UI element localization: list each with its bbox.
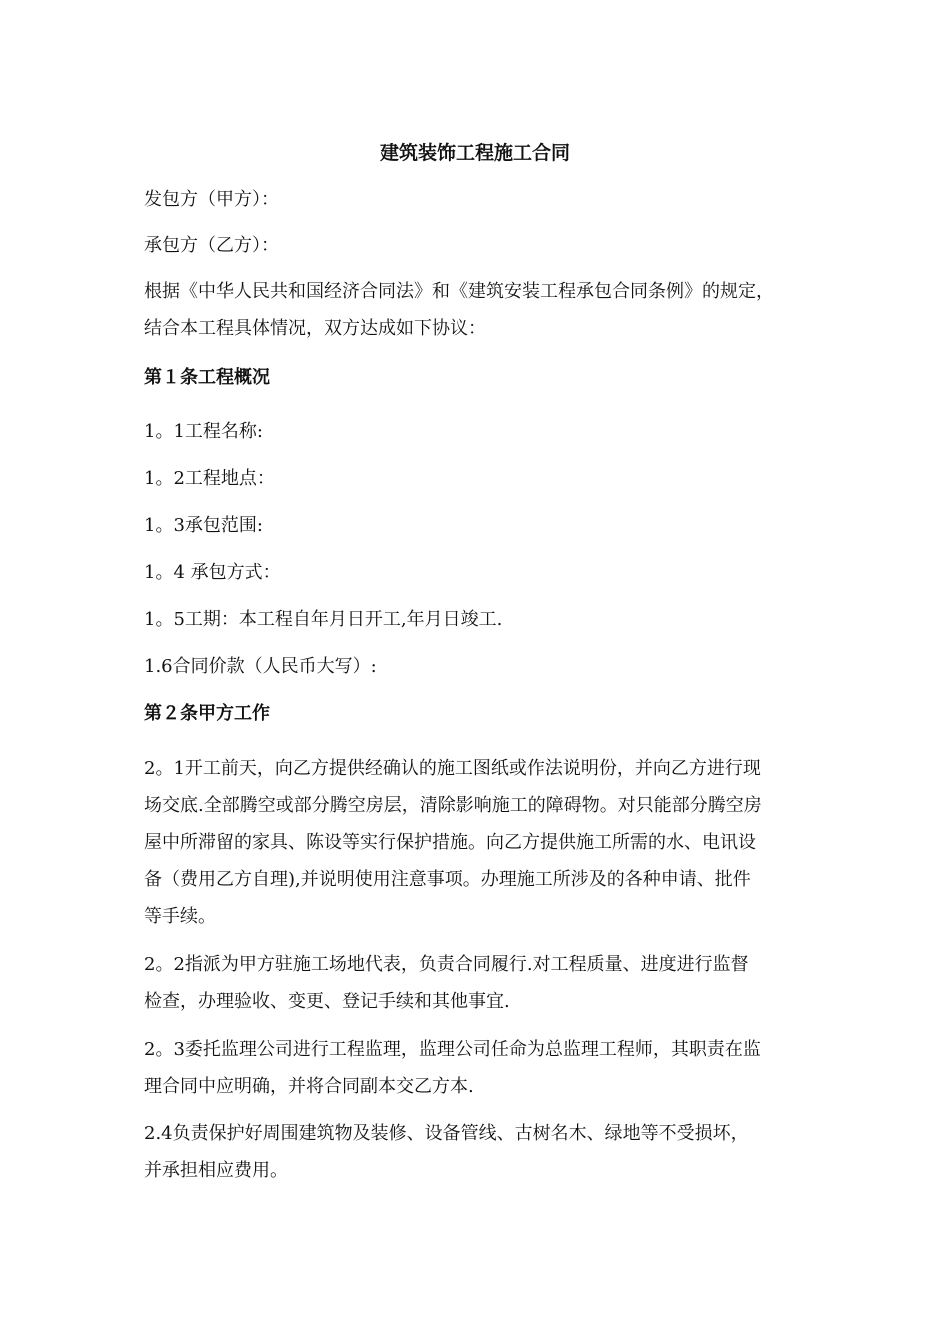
party-b-line: 承包方（乙方）：	[144, 235, 279, 256]
article-1-item: 1.6合同价款（人民币大写）:	[144, 656, 377, 677]
text-line: 2。2指派为甲方驻施工场地代表，负责合同履行.对工程质量、进度进行监督	[144, 954, 749, 975]
text-line: 屋中所滞留的家具、陈设等实行保护措施。向乙方提供施工所需的水、电讯设	[144, 832, 756, 853]
article-1-item: 1。2工程地点：	[144, 468, 275, 489]
text-line: 场交底.全部腾空或部分腾空房层，清除影响施工的障碍物。对只能部分腾空房	[144, 795, 762, 816]
text-line: 检查，办理验收、变更、登记手续和其他事宜.	[144, 991, 510, 1012]
text-line: 2。3委托监理公司进行工程监理，监理公司任命为总监理工程师，其职责在监	[144, 1039, 761, 1060]
text-line: 等手续。	[144, 906, 216, 927]
clause-2-1-paragraph	[144, 750, 814, 935]
article-1-item: 1。1工程名称:	[144, 421, 263, 442]
article-1-heading: 第１条工程概况	[144, 367, 270, 388]
article-1-item: 1。3承包范围:	[144, 515, 263, 536]
clause-2-2-paragraph	[144, 946, 814, 1020]
document-title: 建筑装饰工程施工合同	[379, 142, 570, 164]
text-line: 根据《中华人民共和国经济合同法》和《建筑安装工程承包合同条例》的规定，	[144, 281, 774, 302]
clause-2-3-paragraph	[144, 1031, 814, 1105]
text-line: 备（费用乙方自理),并说明使用注意事项。办理施工所涉及的各种申请、批件	[144, 869, 751, 890]
text-line: 2。1开工前天，向乙方提供经确认的施工图纸或作法说明份，并向乙方进行现	[144, 758, 761, 779]
article-1-item: 1。5工期：本工程自年月日开工,年月日竣工.	[144, 609, 503, 630]
text-line: 并承担相应费用。	[144, 1160, 288, 1181]
party-a-line: 发包方（甲方）：	[144, 189, 279, 210]
text-line: 2.4负责保护好周围建筑物及装修、设备管线、古树名木、绿地等不受损坏，	[144, 1123, 749, 1144]
article-2-heading: 第２条甲方工作	[144, 703, 270, 724]
article-1-item: 1。4 承包方式：	[144, 562, 281, 583]
text-line: 结合本工程具体情况，双方达成如下协议：	[144, 318, 486, 339]
text-line: 理合同中应明确，并将合同副本交乙方本.	[144, 1076, 474, 1097]
preamble-paragraph	[144, 273, 814, 347]
clause-2-4-paragraph	[144, 1115, 814, 1189]
